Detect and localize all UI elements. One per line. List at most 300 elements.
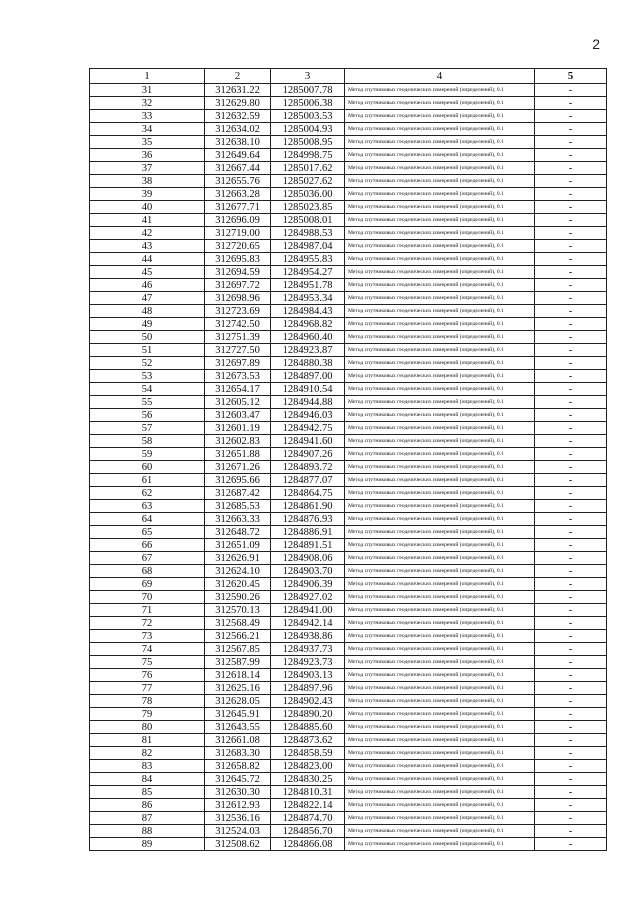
mark-cell: - <box>535 500 607 513</box>
table-body <box>90 84 607 851</box>
table-row <box>90 565 607 578</box>
method-cell: Метод спутниковых геодезических измерений (определений), 0.1 <box>345 643 535 656</box>
method-cell: Метод спутниковых геодезических измерений (определений), 0.1 <box>345 630 535 643</box>
mark-cell: - <box>535 110 607 123</box>
y-coordinate-cell: 1285027.62 <box>271 175 345 188</box>
y-coordinate-cell: 1284903.13 <box>271 669 345 682</box>
method-cell: Метод спутниковых геодезических измерений (определений), 0.1 <box>345 370 535 383</box>
point-number-cell: 51 <box>90 344 205 357</box>
table-row <box>90 617 607 630</box>
y-coordinate-cell: 1284864.75 <box>271 487 345 500</box>
mark-cell: - <box>535 760 607 773</box>
x-coordinate-cell: 312696.09 <box>205 214 271 227</box>
point-number-cell: 57 <box>90 422 205 435</box>
method-cell: Метод спутниковых геодезических измерений (определений), 0.1 <box>345 708 535 721</box>
y-coordinate-cell: 1284955.83 <box>271 253 345 266</box>
table-row <box>90 409 607 422</box>
method-cell: Метод спутниковых геодезических измерений (определений), 0.1 <box>345 526 535 539</box>
y-coordinate-cell: 1284984.43 <box>271 305 345 318</box>
point-number-cell: 68 <box>90 565 205 578</box>
method-cell: Метод спутниковых геодезических измерений (определений), 0.1 <box>345 500 535 513</box>
point-number-cell: 87 <box>90 812 205 825</box>
table-row <box>90 331 607 344</box>
y-coordinate-cell: 1284942.75 <box>271 422 345 435</box>
y-coordinate-cell: 1284893.72 <box>271 461 345 474</box>
mark-cell: - <box>535 539 607 552</box>
y-coordinate-cell: 1285006.38 <box>271 97 345 110</box>
x-coordinate-cell: 312742.50 <box>205 318 271 331</box>
x-coordinate-cell: 312661.08 <box>205 734 271 747</box>
y-coordinate-cell: 1284988.53 <box>271 227 345 240</box>
point-number-cell: 52 <box>90 357 205 370</box>
x-coordinate-cell: 312687.42 <box>205 487 271 500</box>
method-cell: Метод спутниковых геодезических измерений (определений), 0.1 <box>345 214 535 227</box>
mark-cell: - <box>535 357 607 370</box>
point-number-cell: 33 <box>90 110 205 123</box>
table-row <box>90 630 607 643</box>
y-coordinate-cell: 1284903.70 <box>271 565 345 578</box>
point-number-cell: 32 <box>90 97 205 110</box>
x-coordinate-cell: 312634.02 <box>205 123 271 136</box>
table-row <box>90 578 607 591</box>
y-coordinate-cell: 1285004.93 <box>271 123 345 136</box>
y-coordinate-cell: 1284858.59 <box>271 747 345 760</box>
method-cell: Метод спутниковых геодезических измерений (определений), 0.1 <box>345 383 535 396</box>
y-coordinate-cell: 1284951.78 <box>271 279 345 292</box>
method-cell: Метод спутниковых геодезических измерений (определений), 0.1 <box>345 786 535 799</box>
table-row <box>90 591 607 604</box>
y-coordinate-cell: 1284861.90 <box>271 500 345 513</box>
point-number-cell: 50 <box>90 331 205 344</box>
point-number-cell: 42 <box>90 227 205 240</box>
y-coordinate-cell: 1284987.04 <box>271 240 345 253</box>
mark-cell: - <box>535 240 607 253</box>
method-cell: Метод спутниковых геодезических измерений (определений), 0.1 <box>345 266 535 279</box>
mark-cell: - <box>535 123 607 136</box>
mark-cell: - <box>535 656 607 669</box>
point-number-cell: 66 <box>90 539 205 552</box>
mark-cell: - <box>535 292 607 305</box>
point-number-cell: 37 <box>90 162 205 175</box>
mark-cell: - <box>535 630 607 643</box>
point-number-cell: 69 <box>90 578 205 591</box>
y-coordinate-cell: 1284830.25 <box>271 773 345 786</box>
x-coordinate-cell: 312612.93 <box>205 799 271 812</box>
table-row <box>90 838 607 851</box>
method-cell: Метод спутниковых геодезических измерений (определений), 0.1 <box>345 838 535 851</box>
table-row <box>90 97 607 110</box>
method-cell: Метод спутниковых геодезических измерений (определений), 0.1 <box>345 344 535 357</box>
x-coordinate-cell: 312632.59 <box>205 110 271 123</box>
y-coordinate-cell: 1284810.31 <box>271 786 345 799</box>
x-coordinate-cell: 312605.12 <box>205 396 271 409</box>
table-row <box>90 448 607 461</box>
method-cell: Метод спутниковых геодезических измерений (определений), 0.1 <box>345 669 535 682</box>
mark-cell: - <box>535 799 607 812</box>
mark-cell: - <box>535 487 607 500</box>
point-number-cell: 44 <box>90 253 205 266</box>
y-coordinate-cell: 1284953.34 <box>271 292 345 305</box>
y-coordinate-cell: 1284946.03 <box>271 409 345 422</box>
point-number-cell: 34 <box>90 123 205 136</box>
table-row <box>90 201 607 214</box>
mark-cell: - <box>535 812 607 825</box>
table-header <box>90 69 607 84</box>
method-cell: Метод спутниковых геодезических измерений (определений), 0.1 <box>345 448 535 461</box>
x-coordinate-cell: 312631.22 <box>205 84 271 97</box>
table-row <box>90 708 607 721</box>
table-row <box>90 383 607 396</box>
x-coordinate-cell: 312645.91 <box>205 708 271 721</box>
method-cell: Метод спутниковых геодезических измерений (определений), 0.1 <box>345 110 535 123</box>
table-row <box>90 370 607 383</box>
x-coordinate-cell: 312536.16 <box>205 812 271 825</box>
y-coordinate-cell: 1284866.08 <box>271 838 345 851</box>
y-coordinate-cell: 1284923.87 <box>271 344 345 357</box>
table-row <box>90 773 607 786</box>
y-coordinate-cell: 1284944.88 <box>271 396 345 409</box>
x-coordinate-cell: 312697.89 <box>205 357 271 370</box>
mark-cell: - <box>535 383 607 396</box>
method-cell: Метод спутниковых геодезических измерений (определений), 0.1 <box>345 474 535 487</box>
point-number-cell: 72 <box>90 617 205 630</box>
mark-cell: - <box>535 318 607 331</box>
x-coordinate-cell: 312620.45 <box>205 578 271 591</box>
point-number-cell: 74 <box>90 643 205 656</box>
y-coordinate-cell: 1284890.20 <box>271 708 345 721</box>
table-row <box>90 162 607 175</box>
y-coordinate-cell: 1285007.78 <box>271 84 345 97</box>
table-row <box>90 240 607 253</box>
point-number-cell: 38 <box>90 175 205 188</box>
method-cell: Метод спутниковых геодезических измерений (определений), 0.1 <box>345 734 535 747</box>
x-coordinate-cell: 312638.10 <box>205 136 271 149</box>
y-coordinate-cell: 1285017.62 <box>271 162 345 175</box>
x-coordinate-cell: 312723.69 <box>205 305 271 318</box>
mark-cell: - <box>535 435 607 448</box>
header-col-3: 3 <box>271 69 345 84</box>
y-coordinate-cell: 1284938.86 <box>271 630 345 643</box>
x-coordinate-cell: 312697.72 <box>205 279 271 292</box>
x-coordinate-cell: 312648.72 <box>205 526 271 539</box>
mark-cell: - <box>535 786 607 799</box>
y-coordinate-cell: 1284891.51 <box>271 539 345 552</box>
y-coordinate-cell: 1284886.91 <box>271 526 345 539</box>
y-coordinate-cell: 1284954.27 <box>271 266 345 279</box>
mark-cell: - <box>535 838 607 851</box>
y-coordinate-cell: 1284908.06 <box>271 552 345 565</box>
y-coordinate-cell: 1284822.14 <box>271 799 345 812</box>
point-number-cell: 61 <box>90 474 205 487</box>
table-row <box>90 318 607 331</box>
page-number: 2 <box>592 36 600 52</box>
x-coordinate-cell: 312590.26 <box>205 591 271 604</box>
x-coordinate-cell: 312667.44 <box>205 162 271 175</box>
method-cell: Метод спутниковых геодезических измерений (определений), 0.1 <box>345 539 535 552</box>
y-coordinate-cell: 1284923.73 <box>271 656 345 669</box>
y-coordinate-cell: 1285008.01 <box>271 214 345 227</box>
table-row <box>90 682 607 695</box>
y-coordinate-cell: 1284873.62 <box>271 734 345 747</box>
y-coordinate-cell: 1284960.40 <box>271 331 345 344</box>
header-col-5: 5 <box>535 69 607 84</box>
table-row <box>90 656 607 669</box>
mark-cell: - <box>535 747 607 760</box>
method-cell: Метод спутниковых геодезических измерений (определений), 0.1 <box>345 591 535 604</box>
table-row <box>90 474 607 487</box>
method-cell: Метод спутниковых геодезических измерений (определений), 0.1 <box>345 357 535 370</box>
point-number-cell: 48 <box>90 305 205 318</box>
x-coordinate-cell: 312649.64 <box>205 149 271 162</box>
x-coordinate-cell: 312643.55 <box>205 721 271 734</box>
y-coordinate-cell: 1284910.54 <box>271 383 345 396</box>
point-number-cell: 75 <box>90 656 205 669</box>
table-row <box>90 110 607 123</box>
mark-cell: - <box>535 253 607 266</box>
x-coordinate-cell: 312603.47 <box>205 409 271 422</box>
method-cell: Метод спутниковых геодезических измерений (определений), 0.1 <box>345 305 535 318</box>
x-coordinate-cell: 312671.26 <box>205 461 271 474</box>
point-number-cell: 77 <box>90 682 205 695</box>
mark-cell: - <box>535 448 607 461</box>
table-header-row <box>90 69 607 84</box>
method-cell: Метод спутниковых геодезических измерений (определений), 0.1 <box>345 409 535 422</box>
table-row <box>90 669 607 682</box>
y-coordinate-cell: 1284823.00 <box>271 760 345 773</box>
mark-cell: - <box>535 734 607 747</box>
x-coordinate-cell: 312602.83 <box>205 435 271 448</box>
mark-cell: - <box>535 370 607 383</box>
method-cell: Метод спутниковых геодезических измерений (определений), 0.1 <box>345 84 535 97</box>
point-number-cell: 56 <box>90 409 205 422</box>
method-cell: Метод спутниковых геодезических измерений (определений), 0.1 <box>345 799 535 812</box>
point-number-cell: 39 <box>90 188 205 201</box>
mark-cell: - <box>535 578 607 591</box>
table-row <box>90 396 607 409</box>
x-coordinate-cell: 312626.91 <box>205 552 271 565</box>
table-row <box>90 305 607 318</box>
mark-cell: - <box>535 617 607 630</box>
y-coordinate-cell: 1284942.14 <box>271 617 345 630</box>
table-row <box>90 526 607 539</box>
mark-cell: - <box>535 305 607 318</box>
method-cell: Метод спутниковых геодезических измерений (определений), 0.1 <box>345 422 535 435</box>
mark-cell: - <box>535 84 607 97</box>
mark-cell: - <box>535 695 607 708</box>
method-cell: Метод спутниковых геодезических измерений (определений), 0.1 <box>345 97 535 110</box>
table-row <box>90 357 607 370</box>
table-row <box>90 149 607 162</box>
point-number-cell: 47 <box>90 292 205 305</box>
table-row <box>90 435 607 448</box>
x-coordinate-cell: 312663.33 <box>205 513 271 526</box>
point-number-cell: 53 <box>90 370 205 383</box>
x-coordinate-cell: 312570.13 <box>205 604 271 617</box>
table-row <box>90 643 607 656</box>
method-cell: Метод спутниковых геодезических измерений (определений), 0.1 <box>345 747 535 760</box>
y-coordinate-cell: 1284941.00 <box>271 604 345 617</box>
table-row <box>90 799 607 812</box>
y-coordinate-cell: 1285003.53 <box>271 110 345 123</box>
table-row <box>90 513 607 526</box>
mark-cell: - <box>535 227 607 240</box>
table-row <box>90 604 607 617</box>
method-cell: Метод спутниковых геодезических измерений (определений), 0.1 <box>345 279 535 292</box>
point-number-cell: 43 <box>90 240 205 253</box>
table-row <box>90 786 607 799</box>
method-cell: Метод спутниковых геодезических измерений (определений), 0.1 <box>345 565 535 578</box>
y-coordinate-cell: 1284877.07 <box>271 474 345 487</box>
x-coordinate-cell: 312601.19 <box>205 422 271 435</box>
method-cell: Метод спутниковых геодезических измерений (определений), 0.1 <box>345 656 535 669</box>
y-coordinate-cell: 1285036.00 <box>271 188 345 201</box>
point-number-cell: 88 <box>90 825 205 838</box>
x-coordinate-cell: 312508.62 <box>205 838 271 851</box>
method-cell: Метод спутниковых геодезических измерений (определений), 0.1 <box>345 201 535 214</box>
table-row <box>90 253 607 266</box>
point-number-cell: 63 <box>90 500 205 513</box>
mark-cell: - <box>535 409 607 422</box>
method-cell: Метод спутниковых геодезических измерений (определений), 0.1 <box>345 227 535 240</box>
table-row <box>90 500 607 513</box>
point-number-cell: 78 <box>90 695 205 708</box>
table-row <box>90 552 607 565</box>
method-cell: Метод спутниковых геодезических измерений (определений), 0.1 <box>345 175 535 188</box>
mark-cell: - <box>535 344 607 357</box>
table-row <box>90 123 607 136</box>
mark-cell: - <box>535 175 607 188</box>
mark-cell: - <box>535 526 607 539</box>
header-col-4: 4 <box>345 69 535 84</box>
x-coordinate-cell: 312673.53 <box>205 370 271 383</box>
y-coordinate-cell: 1284897.00 <box>271 370 345 383</box>
point-number-cell: 46 <box>90 279 205 292</box>
y-coordinate-cell: 1284885.60 <box>271 721 345 734</box>
mark-cell: - <box>535 474 607 487</box>
x-coordinate-cell: 312719.00 <box>205 227 271 240</box>
mark-cell: - <box>535 591 607 604</box>
x-coordinate-cell: 312568.49 <box>205 617 271 630</box>
method-cell: Метод спутниковых геодезических измерений (определений), 0.1 <box>345 253 535 266</box>
point-number-cell: 89 <box>90 838 205 851</box>
point-number-cell: 67 <box>90 552 205 565</box>
x-coordinate-cell: 312654.17 <box>205 383 271 396</box>
x-coordinate-cell: 312628.05 <box>205 695 271 708</box>
table-row <box>90 227 607 240</box>
x-coordinate-cell: 312624.10 <box>205 565 271 578</box>
y-coordinate-cell: 1284998.75 <box>271 149 345 162</box>
x-coordinate-cell: 312630.30 <box>205 786 271 799</box>
point-number-cell: 80 <box>90 721 205 734</box>
method-cell: Метод спутниковых геодезических измерений (определений), 0.1 <box>345 773 535 786</box>
table-row <box>90 84 607 97</box>
method-cell: Метод спутниковых геодезических измерений (определений), 0.1 <box>345 162 535 175</box>
table-row <box>90 461 607 474</box>
x-coordinate-cell: 312618.14 <box>205 669 271 682</box>
table-row <box>90 266 607 279</box>
mark-cell: - <box>535 97 607 110</box>
method-cell: Метод спутниковых геодезических измерений (определений), 0.1 <box>345 331 535 344</box>
mark-cell: - <box>535 825 607 838</box>
table-row <box>90 422 607 435</box>
y-coordinate-cell: 1284906.39 <box>271 578 345 591</box>
table-row <box>90 747 607 760</box>
mark-cell: - <box>535 214 607 227</box>
table-row <box>90 760 607 773</box>
point-number-cell: 41 <box>90 214 205 227</box>
y-coordinate-cell: 1285008.95 <box>271 136 345 149</box>
y-coordinate-cell: 1284907.26 <box>271 448 345 461</box>
mark-cell: - <box>535 149 607 162</box>
y-coordinate-cell: 1285023.85 <box>271 201 345 214</box>
mark-cell: - <box>535 422 607 435</box>
method-cell: Метод спутниковых геодезических измерений (определений), 0.1 <box>345 721 535 734</box>
y-coordinate-cell: 1284927.02 <box>271 591 345 604</box>
mark-cell: - <box>535 396 607 409</box>
point-number-cell: 83 <box>90 760 205 773</box>
point-number-cell: 86 <box>90 799 205 812</box>
mark-cell: - <box>535 461 607 474</box>
method-cell: Метод спутниковых геодезических измерений (определений), 0.1 <box>345 513 535 526</box>
x-coordinate-cell: 312663.28 <box>205 188 271 201</box>
x-coordinate-cell: 312629.80 <box>205 97 271 110</box>
method-cell: Метод спутниковых геодезических измерений (определений), 0.1 <box>345 188 535 201</box>
mark-cell: - <box>535 643 607 656</box>
x-coordinate-cell: 312651.09 <box>205 539 271 552</box>
method-cell: Метод спутниковых геодезических измерений (определений), 0.1 <box>345 149 535 162</box>
y-coordinate-cell: 1284876.93 <box>271 513 345 526</box>
table-row <box>90 175 607 188</box>
point-number-cell: 60 <box>90 461 205 474</box>
table-row <box>90 539 607 552</box>
mark-cell: - <box>535 162 607 175</box>
x-coordinate-cell: 312683.30 <box>205 747 271 760</box>
y-coordinate-cell: 1284968.82 <box>271 318 345 331</box>
method-cell: Метод спутниковых геодезических измерений (определений), 0.1 <box>345 812 535 825</box>
mark-cell: - <box>535 708 607 721</box>
y-coordinate-cell: 1284937.73 <box>271 643 345 656</box>
point-number-cell: 62 <box>90 487 205 500</box>
method-cell: Метод спутниковых геодезических измерений (определений), 0.1 <box>345 617 535 630</box>
method-cell: Метод спутниковых геодезических измерений (определений), 0.1 <box>345 136 535 149</box>
y-coordinate-cell: 1284897.96 <box>271 682 345 695</box>
x-coordinate-cell: 312658.82 <box>205 760 271 773</box>
x-coordinate-cell: 312694.59 <box>205 266 271 279</box>
x-coordinate-cell: 312625.16 <box>205 682 271 695</box>
point-number-cell: 45 <box>90 266 205 279</box>
mark-cell: - <box>535 331 607 344</box>
x-coordinate-cell: 312751.39 <box>205 331 271 344</box>
method-cell: Метод спутниковых геодезических измерений (определений), 0.1 <box>345 240 535 253</box>
mark-cell: - <box>535 188 607 201</box>
table-row <box>90 188 607 201</box>
method-cell: Метод спутниковых геодезических измерений (определений), 0.1 <box>345 825 535 838</box>
mark-cell: - <box>535 721 607 734</box>
table-row <box>90 695 607 708</box>
x-coordinate-cell: 312587.99 <box>205 656 271 669</box>
point-number-cell: 59 <box>90 448 205 461</box>
table-row <box>90 292 607 305</box>
mark-cell: - <box>535 266 607 279</box>
method-cell: Метод спутниковых геодезических измерений (определений), 0.1 <box>345 396 535 409</box>
x-coordinate-cell: 312720.65 <box>205 240 271 253</box>
x-coordinate-cell: 312677.71 <box>205 201 271 214</box>
x-coordinate-cell: 312685.53 <box>205 500 271 513</box>
table-row <box>90 279 607 292</box>
mark-cell: - <box>535 513 607 526</box>
table-row <box>90 812 607 825</box>
table-row <box>90 825 607 838</box>
